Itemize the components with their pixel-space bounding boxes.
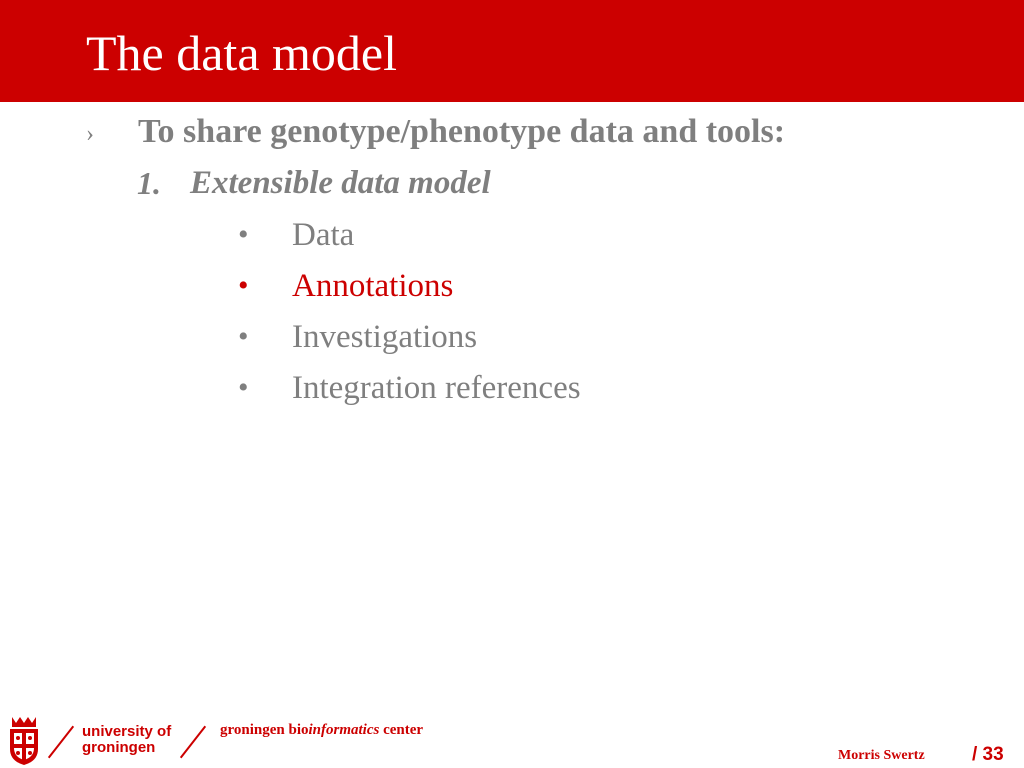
bullet-dot-icon: •	[238, 218, 249, 251]
numbered-item-text: Extensible data model	[190, 165, 491, 201]
footer	[0, 700, 1024, 768]
bullet-text: Integration references	[292, 370, 581, 406]
author-name: Morris Swertz	[838, 748, 925, 763]
center-suffix: center	[379, 722, 424, 738]
university-crest-icon	[8, 717, 40, 765]
center-prefix: groningen bio	[220, 722, 309, 738]
level1-text: To share genotype/phenotype data and tools:	[138, 113, 786, 150]
bullet-text: Investigations	[292, 319, 478, 355]
number-marker: 1.	[137, 165, 161, 201]
page-number: / 33	[972, 744, 1004, 765]
university-wordmark	[82, 724, 171, 756]
slide-title: The data model	[86, 25, 397, 81]
divider-slash	[48, 726, 74, 759]
bioinformatics-center-label	[220, 722, 423, 739]
bullet-dot-icon: •	[238, 371, 249, 404]
bullet-text: Annotations	[292, 268, 454, 304]
chevron-bullet-icon: ›	[86, 121, 94, 147]
bullet-dot-icon: •	[238, 320, 249, 353]
divider-slash	[180, 726, 206, 759]
university-line1: university of	[82, 723, 172, 740]
bullet-dot-icon: •	[238, 269, 249, 302]
bullet-text: Data	[292, 217, 355, 253]
university-line2: groningen	[82, 739, 156, 756]
center-italic: informatics	[308, 722, 380, 738]
